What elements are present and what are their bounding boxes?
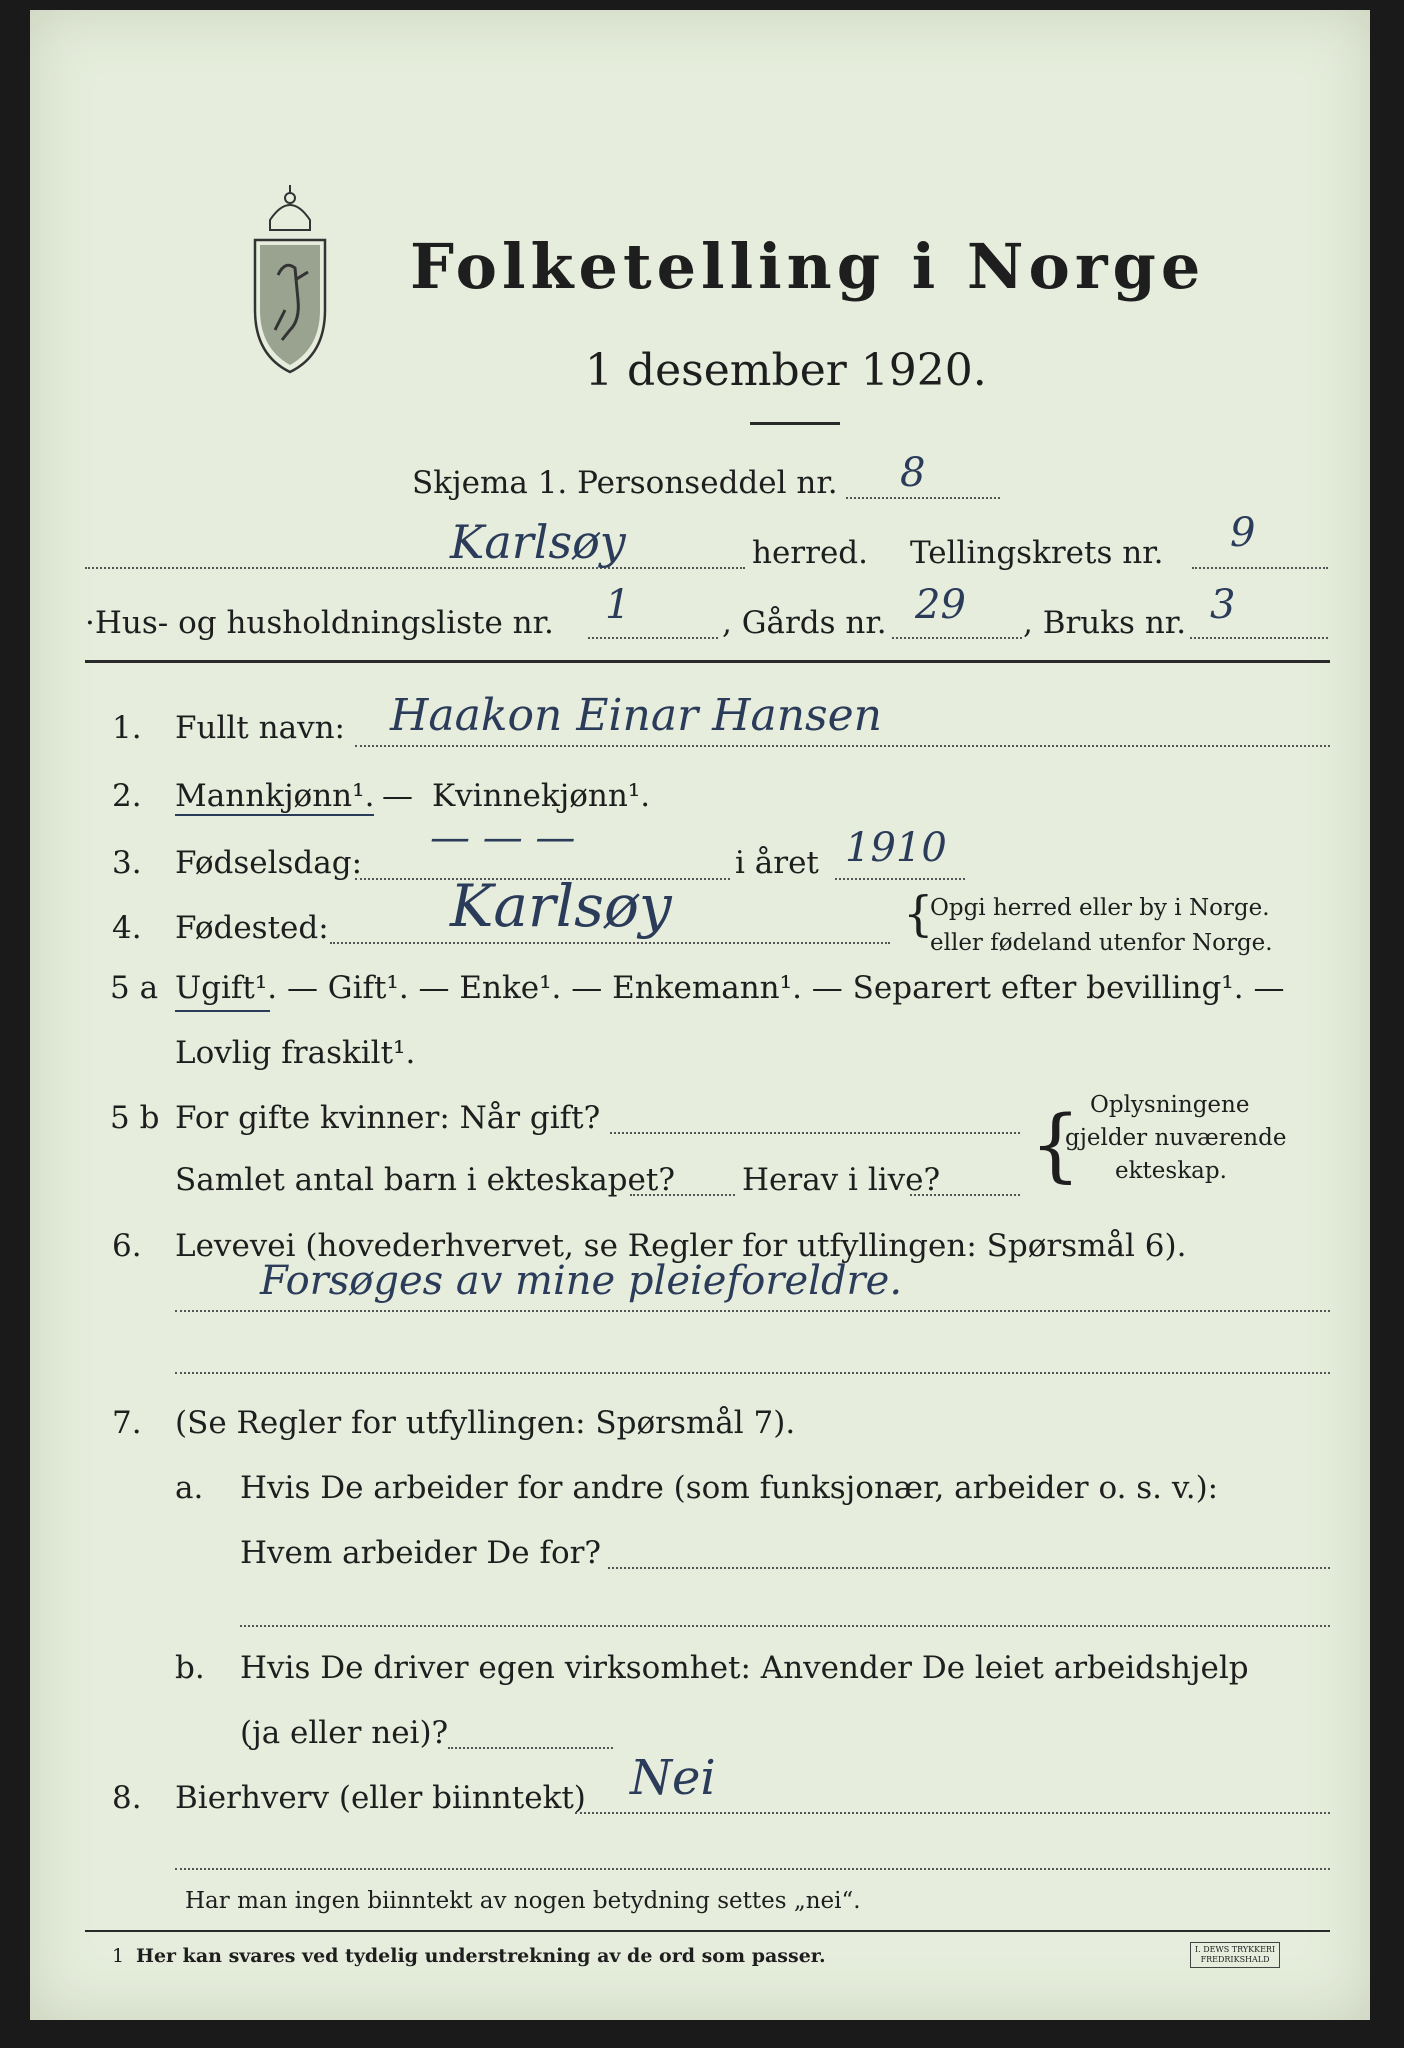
q4-number: 4.	[112, 910, 142, 946]
q3-number: 3.	[112, 845, 142, 881]
census-date: 1 desember 1920.	[585, 345, 987, 396]
q8-number: 8.	[112, 1780, 142, 1816]
occupation-field-line-2	[175, 1372, 1330, 1374]
ugift-underline	[175, 1010, 270, 1012]
herred-field-line	[85, 567, 745, 569]
hired-help-field-line	[448, 1747, 613, 1749]
printer-stamp-line1: I. DEWS TRYKKERI	[1195, 1945, 1276, 1954]
q6-label: Levevei (hovederhvervet, se Regler for utfyllingen: Spørsmål 6).	[175, 1228, 1187, 1264]
q4-note-line1: Opgi herred eller by i Norge.	[930, 895, 1270, 921]
q5b-brace: {	[1030, 1098, 1081, 1191]
person-nr-field-line	[846, 497, 1000, 499]
printer-stamp-line2: FREDRIKSHALD	[1200, 1955, 1270, 1964]
q5a-number: 5 a	[110, 970, 159, 1006]
bruks-label: , Bruks nr.	[1023, 605, 1187, 641]
gards-field-line	[892, 637, 1022, 639]
hus-value: 1	[605, 582, 631, 628]
tellingskrets-label: Tellingskrets nr.	[910, 535, 1164, 571]
employer-field-line	[608, 1567, 1330, 1569]
q1-label: Fullt navn:	[175, 710, 345, 746]
footnote-rule	[85, 1930, 1330, 1932]
q5b-children-label: Samlet antal barn i ekteskapet?	[175, 1162, 675, 1198]
employer-field-line-2	[240, 1625, 1330, 1627]
side-income-value: Nei	[630, 1750, 716, 1806]
bruks-value: 3	[1210, 582, 1236, 628]
q5b-married-label: For gifte kvinner: Når gift?	[175, 1100, 601, 1136]
year-label: i året	[735, 845, 819, 881]
q5b-number: 5 b	[110, 1100, 160, 1136]
q7a-employer-label: Hvem arbeider De for?	[240, 1535, 602, 1571]
tellingskrets-field-line	[1192, 567, 1328, 569]
q3-label: Fødselsdag:	[175, 845, 363, 881]
full-name-field-line	[355, 745, 1330, 747]
q1-number: 1.	[112, 710, 142, 746]
q4-note-line2: eller fødeland utenfor Norge.	[930, 930, 1273, 956]
q7b-letter: b.	[175, 1650, 205, 1686]
full-name-value: Haakon Einar Hansen	[390, 690, 882, 741]
gards-label: , Gårds nr.	[722, 605, 887, 641]
tellingskrets-value: 9	[1230, 510, 1256, 556]
gards-value: 29	[915, 582, 966, 628]
person-nr-value: 8	[900, 450, 926, 496]
nei-instruction: Har man ingen biinntekt av nogen betydning settes „nei“.	[185, 1888, 861, 1914]
q2-separator: —	[382, 778, 413, 814]
q5b-note-line1: Oplysningene	[1090, 1092, 1250, 1118]
option-mannkjonn: Mannkjønn¹.	[175, 778, 375, 814]
option-lovlig-fraskilt: Lovlig fraskilt¹.	[175, 1035, 416, 1071]
occupation-value: Forsøges av mine pleieforeldre.	[260, 1258, 903, 1304]
footnote-mark: 1	[112, 1945, 125, 1967]
q6-number: 6.	[112, 1228, 142, 1264]
q4-label: Fødested:	[175, 910, 329, 946]
q2-number: 2.	[112, 778, 142, 814]
q5b-note-line2: gjelder nuværende	[1065, 1125, 1287, 1151]
schema-label: Skjema 1. Personseddel nr.	[412, 465, 838, 501]
married-date-field-line	[610, 1132, 1020, 1134]
q7-number: 7.	[112, 1405, 142, 1441]
q5b-note-line3: ekteskap.	[1115, 1158, 1227, 1184]
q7a-letter: a.	[175, 1470, 204, 1506]
norway-coat-of-arms-icon	[240, 180, 340, 380]
occupation-field-line	[175, 1310, 1330, 1312]
birth-year-value: 1910	[845, 825, 947, 871]
printer-stamp	[1190, 1942, 1280, 1968]
title-divider	[750, 422, 840, 425]
hus-field-line	[588, 637, 718, 639]
q5b-alive-label: Herav i live?	[742, 1162, 941, 1198]
option-kvinnekjonn: Kvinnekjønn¹.	[432, 778, 651, 814]
footnote-text: Her kan svares ved tydelig understrekning av de ord som passer.	[136, 1945, 826, 1967]
q7a-label: Hvis De arbeider for andre (som funksjonær, arbeider o. s. v.):	[240, 1470, 1219, 1506]
q8-label: Bierhverv (eller biinntekt)	[175, 1780, 586, 1816]
birthplace-value: Karlsøy	[450, 872, 672, 940]
q7-label: (Se Regler for utfyllingen: Spørsmål 7).	[175, 1405, 796, 1441]
side-income-field-line	[575, 1812, 1330, 1814]
side-income-field-line-2	[175, 1868, 1330, 1870]
q4-brace: {	[903, 886, 934, 942]
year-field-line	[835, 878, 965, 880]
header-rule	[85, 660, 1330, 663]
birthday-value: — — —	[430, 815, 576, 861]
form-title: Folketelling i Norge	[410, 230, 1206, 303]
birthplace-field-line	[330, 942, 890, 944]
alive-field-line	[910, 1194, 1020, 1196]
children-field-line	[630, 1194, 735, 1196]
herred-label: herred.	[752, 535, 868, 571]
hus-label: ·Hus- og husholdningsliste nr.	[85, 605, 554, 641]
bruks-field-line	[1190, 637, 1328, 639]
herred-value: Karlsøy	[450, 515, 626, 569]
q7b-yes-no-label: (ja eller nei)?	[240, 1715, 449, 1751]
census-form-sheet	[30, 10, 1370, 2020]
q7b-label: Hvis De driver egen virksomhet: Anvender De leiet arbeidshjelp	[240, 1650, 1249, 1686]
marital-status-options: Ugift¹. — Gift¹. — Enke¹. — Enkemann¹. — Separert efter bevilling¹. —	[175, 970, 1285, 1006]
